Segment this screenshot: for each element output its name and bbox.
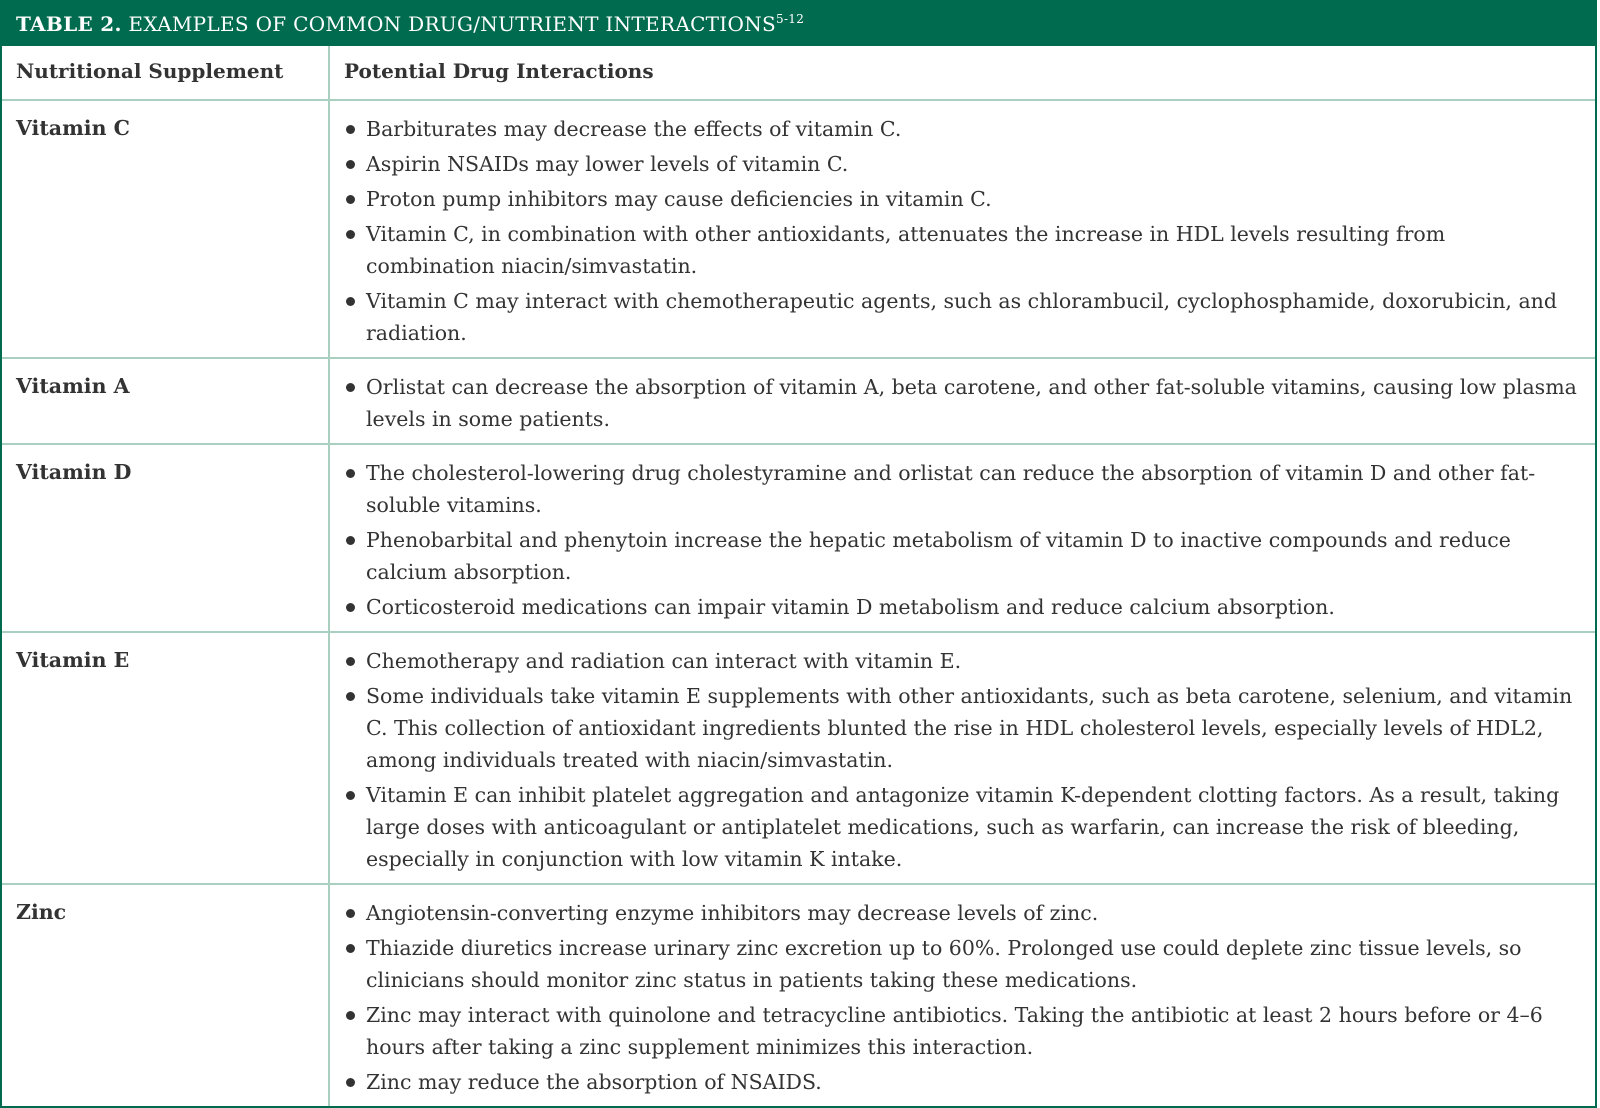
table-title-text: EXAMPLES OF COMMON DRUG/NUTRIENT INTERACTIONS	[121, 12, 777, 36]
interactions-cell	[329, 358, 1595, 444]
table-title	[2, 0, 1595, 46]
interaction-item: The cholesterol-lowering drug cholestyramine and orlistat can reduce the absorption of vitamin D and other fat-soluble vitamins.	[342, 457, 1579, 521]
supplement-name: Vitamin C	[2, 100, 329, 358]
interaction-item: Some individuals take vitamin E supplements with other antioxidants, such as beta carotene, selenium, and vitamin C. This collection of antioxidant ingredients blunted the rise in HDL cholesterol levels, especially levels of HDL2, among individuals treated with niacin/simvastatin.	[342, 680, 1579, 776]
table-row	[2, 100, 1595, 358]
interaction-list	[342, 371, 1579, 435]
interaction-item: Proton pump inhibitors may cause deficiencies in vitamin C.	[342, 183, 1579, 215]
table-title-reference: 5-12	[776, 12, 805, 26]
interaction-item: Vitamin E can inhibit platelet aggregation and antagonize vitamin K-dependent clotting factors. As a result, taking large doses with anticoagulant or antiplatelet medications, such as warfarin, can increase the risk of bleeding, especially in conjunction with low vitamin K intake.	[342, 779, 1579, 875]
interaction-item: Barbiturates may decrease the effects of vitamin C.	[342, 113, 1579, 145]
interactions-cell	[329, 100, 1595, 358]
interaction-item: Vitamin C, in combination with other antioxidants, attenuates the increase in HDL levels resulting from combination niacin/simvastatin.	[342, 218, 1579, 282]
interactions-cell	[329, 884, 1595, 1106]
interaction-item: Zinc may reduce the absorption of NSAIDS.	[342, 1066, 1579, 1098]
supplement-name: Vitamin D	[2, 444, 329, 632]
table-header-row	[2, 46, 1595, 100]
supplement-name: Vitamin A	[2, 358, 329, 444]
interaction-list	[342, 113, 1579, 349]
interaction-list	[342, 897, 1579, 1098]
table-row	[2, 358, 1595, 444]
header-interactions: Potential Drug Interactions	[329, 46, 1595, 100]
supplement-name: Vitamin E	[2, 632, 329, 884]
interactions-cell	[329, 444, 1595, 632]
supplement-name: Zinc	[2, 884, 329, 1106]
interaction-item: Zinc may interact with quinolone and tetracycline antibiotics. Taking the antibiotic at least 2 hours before or 4–6 hours after taking a zinc supplement minimizes this interaction.	[342, 999, 1579, 1063]
table-number: TABLE 2.	[16, 12, 122, 36]
header-supplement: Nutritional Supplement	[2, 46, 329, 100]
interaction-list	[342, 457, 1579, 623]
table-row	[2, 884, 1595, 1106]
interaction-item: Thiazide diuretics increase urinary zinc excretion up to 60%. Prolonged use could deplete zinc tissue levels, so clinicians should monitor zinc status in patients taking these medications.	[342, 932, 1579, 996]
table-row	[2, 444, 1595, 632]
interaction-item: Angiotensin-converting enzyme inhibitors may decrease levels of zinc.	[342, 897, 1579, 929]
interaction-item: Phenobarbital and phenytoin increase the hepatic metabolism of vitamin D to inactive compounds and reduce calcium absorption.	[342, 524, 1579, 588]
interaction-item: Aspirin NSAIDs may lower levels of vitamin C.	[342, 148, 1579, 180]
interaction-list	[342, 645, 1579, 875]
table-grid	[2, 46, 1595, 1106]
table-row	[2, 632, 1595, 884]
interaction-item: Corticosteroid medications can impair vitamin D metabolism and reduce calcium absorption.	[342, 591, 1579, 623]
interaction-item: Vitamin C may interact with chemotherapeutic agents, such as chlorambucil, cyclophosphamide, doxorubicin, and radiation.	[342, 285, 1579, 349]
interactions-cell	[329, 632, 1595, 884]
interaction-item: Chemotherapy and radiation can interact with vitamin E.	[342, 645, 1579, 677]
interaction-item: Orlistat can decrease the absorption of vitamin A, beta carotene, and other fat-soluble vitamins, causing low plasma levels in some patients.	[342, 371, 1579, 435]
